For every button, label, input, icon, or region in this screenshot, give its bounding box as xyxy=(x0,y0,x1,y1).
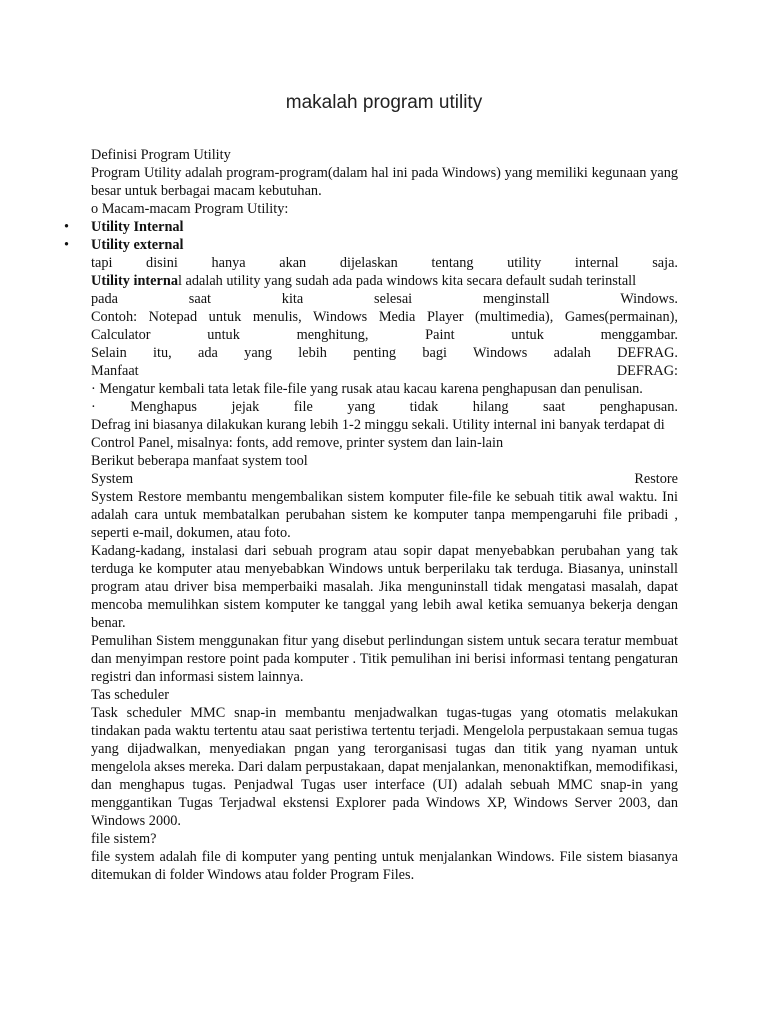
internal-bold-term: Utility interna xyxy=(91,273,178,289)
heading-tas-scheduler: Tas scheduler xyxy=(91,687,169,703)
internal-text: l adalah utility yang sudah ada pada windows kita secara default sudah terinstall xyxy=(177,273,637,289)
paragraph-restore-3: Pemulihan Sistem menggunakan fitur yang disebut perlindungan sistem untuk secara teratur membuat dan menyimpan restore point pada komputer . Titik pemulihan ini berisi informasi tentang pengaturan registri dan informasi sistem lainnya. xyxy=(91,633,678,685)
list-item xyxy=(64,218,678,236)
utility-list xyxy=(64,218,678,254)
bullet-icon: • xyxy=(64,237,70,253)
heading-macam: o Macam-macam Program Utility: xyxy=(91,201,289,217)
defrag-point-1: · Mengatur kembali tata letak file-file yang rusak atau kacau karena penghapusan dan penulisan. xyxy=(91,381,643,397)
manfaat-label: Manfaat xyxy=(91,363,139,379)
heading-file-sistem: file sistem? xyxy=(91,831,157,847)
document-body xyxy=(64,146,678,884)
restore-label: Restore xyxy=(634,471,678,487)
paragraph-defrag: Defrag ini biasanya dilakukan kurang lebih 1-2 minggu sekali. Utility internal ini banyak terdapat di Control Panel, misalnya: fonts, add remove, printer system dan lain-lain xyxy=(91,417,665,451)
paragraph-definisi: Program Utility adalah program-program(dalam hal ini pada Windows) yang memiliki kegunaan yang besar untuk berbagai macam kebutuhan. xyxy=(91,165,678,199)
heading-berikut: Berikut beberapa manfaat system tool xyxy=(91,453,308,469)
list-item-label: Utility Internal xyxy=(91,219,184,235)
contoh-line1: Contoh: Notepad untuk menulis, Windows Media Player (multimedia), Games(permainan), xyxy=(91,309,678,325)
selain-line: Selain itu, ada yang lebih penting bagi Windows adalah DEFRAG. xyxy=(91,345,678,361)
manfaat-defrag-line xyxy=(91,362,678,380)
paragraph-tapi: tapi disini hanya akan dijelaskan tentang utility internal saja. xyxy=(91,255,678,271)
bullet-icon: • xyxy=(64,219,70,235)
list-item xyxy=(64,236,678,254)
paragraph-restore-1: System Restore membantu mengembalikan sistem komputer file-file ke sebuah titik awal waktu. Ini adalah cara untuk membatalkan perubahan sistem ke komputer tanpa mempengaruhi file pribadi , seperti e-mail, dokumen, atau foto. xyxy=(91,489,678,541)
system-restore-heading xyxy=(91,470,678,488)
defrag-point-2: · Menghapus jejak file yang tidak hilang saat penghapusan. xyxy=(91,399,678,415)
list-item-label: Utility external xyxy=(91,237,184,253)
contoh-line2: Calculator untuk menghitung, Paint untuk menggambar. xyxy=(91,327,678,343)
system-label: System xyxy=(91,471,134,487)
paragraph-task-scheduler: Task scheduler MMC snap-in membantu menjadwalkan tugas-tugas yang otomatis melakukan tindakan pada waktu tertentu atau saat peristiwa tertentu terjadi. Mengelola perpustakaan semua tugas yang dijadwalkan, menyediakan pngan yang terorganisasi tugas dan titik yang nyaman untuk mengelola akses mereka. Dari dalam perpustakaan, dapat menjalankan, menonaktifkan, memodifikasi, dan menghapus tugas. Penjadwal Tugas user interface (UI) adalah sebuah MMC snap-in yang menggantikan Tugas Terjadwal ekstensi Explorer pada Windows XP, Windows Server 2003, dan Windows 2000. xyxy=(91,705,678,829)
heading-definisi: Definisi Program Utility xyxy=(91,147,231,163)
document-title: makalah program utility xyxy=(285,92,483,113)
defrag-label: DEFRAG: xyxy=(616,363,678,379)
paragraph-restore-2: Kadang-kadang, instalasi dari sebuah program atau sopir dapat menyebabkan perubahan yang tak terduga ke komputer atau menyebabkan Windows untuk berperilaku tak terduga. Biasanya, uninstall program atau driver bisa memperbaiki masalah. Jika menguninstall tidak mengatasi masalah, dapat mencoba memulihkan sistem komputer ke tanggal yang lebih awal ketika semuanya bekerja dengan benar. xyxy=(91,543,678,631)
paragraph-internal-line2: pada saat kita selesai menginstall Windows. xyxy=(91,291,678,307)
paragraph-internal-line1 xyxy=(91,272,678,290)
paragraph-file-sistem: file system adalah file di komputer yang penting untuk menjalankan Windows. File sistem biasanya ditemukan di folder Windows atau folder Program Files. xyxy=(91,849,678,883)
